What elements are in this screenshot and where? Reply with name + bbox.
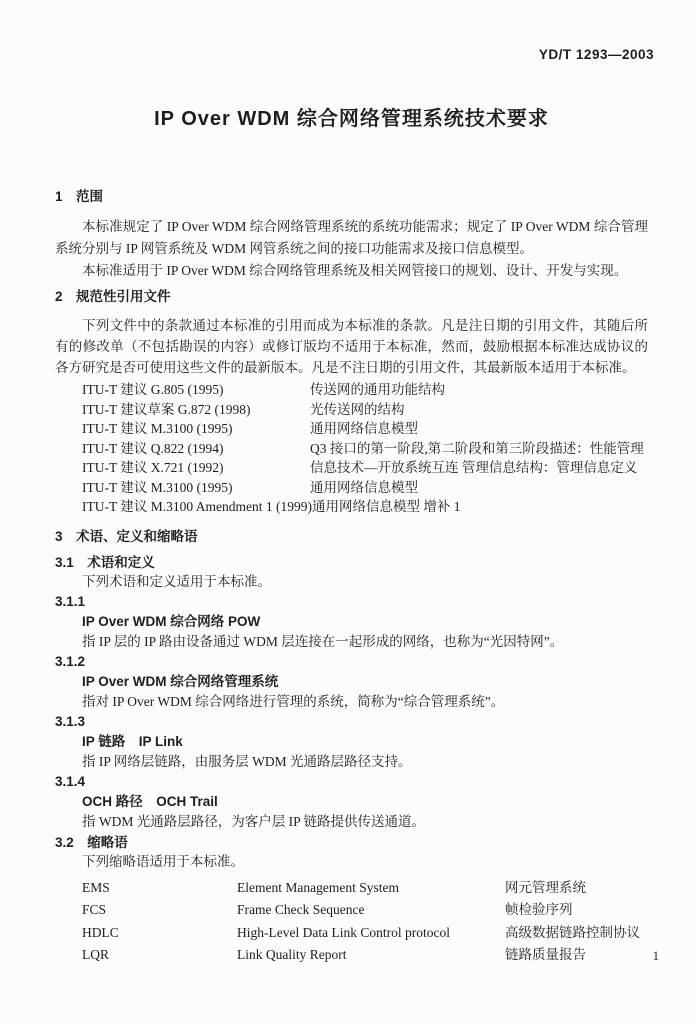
reference-id: ITU-T 建议草案 G.872 (1998) (82, 401, 251, 417)
reference-row (55, 380, 648, 400)
abbr-chinese: 帧检验序列 (505, 902, 573, 917)
term-number: 3.1.2 (55, 653, 86, 669)
abbreviations-intro: 下列缩略语适用于本标准。 (82, 853, 244, 869)
abbr-chinese: 高级数据链路控制协议 (505, 924, 640, 940)
reference-row (55, 419, 648, 439)
reference-row (55, 400, 648, 420)
page-number: 1 (652, 949, 659, 963)
references-intro: 下列文件中的条款通过本标准的引用而成为本标准的条款。凡是注日期的引用文件，其随后所有的修改单（不包括勘误的内容）或修订版均不适用于本标准，然而，鼓励根据本标准达成协议的各方研究是否可使用这些文件的最新版本。凡是不注日期的引用文件，其最新版本适用于本标准。 (55, 318, 648, 375)
reference-desc: 通用网络信息模型 (310, 479, 418, 495)
term-number: 3.1.4 (55, 773, 86, 789)
reference-desc: 传送网的通用功能结构 (310, 382, 445, 397)
scope-paragraph-2: 本标准适用于 IP Over WDM 综合网络管理系统及相关网管接口的规划、设计、开发与实现。 (82, 263, 628, 278)
term-block (55, 592, 648, 652)
term-definition: 指 IP 网络层链路，由服务层 WDM 光通路层路径支持。 (82, 753, 412, 769)
reference-desc: 信息技术—开放系统互连 管理信息结构：管理信息定义 (310, 460, 638, 475)
term-block (55, 772, 648, 832)
reference-id: ITU-T 建议 M.3100 Amendment 1 (1999) (82, 499, 312, 514)
section-2-heading: 2 规范性引用文件 (55, 289, 171, 304)
term-number: 3.1.1 (55, 593, 86, 609)
term-definition: 指 WDM 光通路层路径，为客户层 IP 链路提供传送通道。 (82, 813, 425, 829)
abbreviation-row (82, 899, 648, 922)
term-name: IP Over WDM 综合网络 POW (82, 613, 261, 629)
page-title: IP Over WDM 综合网络管理系统技术要求 (154, 108, 549, 130)
reference-row (55, 478, 648, 498)
term-name: OCH 路径 OCH Trail (82, 793, 218, 809)
abbr-code: EMS (82, 879, 110, 895)
abbreviation-row (82, 922, 648, 945)
reference-id: ITU-T 建议 G.805 (1995) (82, 382, 224, 397)
reference-id: ITU-T 建议 X.721 (1992) (82, 460, 224, 475)
term-number: 3.1.3 (55, 713, 86, 729)
reference-desc: 光传送网的结构 (310, 401, 405, 417)
abbr-code: HDLC (82, 924, 119, 940)
abbreviation-table (55, 877, 648, 967)
abbr-english: High-Level Data Link Control protocol (237, 924, 450, 940)
term-block (55, 712, 648, 772)
abbr-english: Element Management System (237, 879, 399, 895)
section-3-heading: 3 术语、定义和缩略语 (55, 528, 198, 544)
abbr-english: Frame Check Sequence (237, 902, 365, 917)
page-content (55, 0, 648, 967)
reference-row (55, 458, 648, 478)
reference-row (55, 439, 648, 459)
abbreviation-row (82, 877, 648, 900)
section-3-2-heading: 3.2 缩略语 (55, 834, 128, 850)
section-1-heading: 1 范围 (55, 189, 104, 204)
abbr-chinese: 链路质量报告 (505, 947, 586, 962)
term-name: IP Over WDM 综合网络管理系统 (82, 673, 279, 689)
reference-desc: 通用网络信息模型 (310, 421, 418, 436)
reference-desc: 通用网络信息模型 增补 1 (311, 499, 461, 514)
section-3-1-heading: 3.1 术语和定义 (55, 554, 155, 570)
scope-paragraph-1: 本标准规定了 IP Over WDM 综合网络管理系统的系统功能需求；规定了 IP Over WDM 综合管理系统分别与 IP 网管系统及 WDM 网管系统之间的接口功能需求及接口信息模型。 (55, 219, 648, 256)
abbr-chinese: 网元管理系统 (505, 879, 586, 895)
abbreviation-row (82, 944, 648, 967)
abbr-code: FCS (82, 902, 107, 917)
abbr-english: Link Quality Report (237, 947, 347, 962)
term-name: IP 链路 IP Link (82, 733, 183, 749)
reference-id: ITU-T 建议 Q.822 (1994) (82, 440, 224, 456)
reference-id: ITU-T 建议 M.3100 (1995) (82, 479, 233, 495)
term-definition: 指 IP 层的 IP 路由设备通过 WDM 层连接在一起形成的网络，也称为“光因特网”。 (82, 633, 564, 649)
reference-id: ITU-T 建议 M.3100 (1995) (82, 421, 233, 436)
definitions-intro: 下列术语和定义适用于本标准。 (82, 573, 271, 589)
reference-row (55, 497, 648, 517)
term-definition: 指对 IP Over WDM 综合网络进行管理的系统，简称为“综合管理系统”。 (82, 693, 505, 709)
reference-desc: Q3 接口的第一阶段,第二阶段和第三阶段描述：性能管理 (310, 440, 644, 456)
reference-list (55, 380, 648, 517)
doc-number: YD/T 1293—2003 (538, 47, 654, 62)
abbr-code: LQR (82, 947, 109, 962)
term-block (55, 652, 648, 712)
